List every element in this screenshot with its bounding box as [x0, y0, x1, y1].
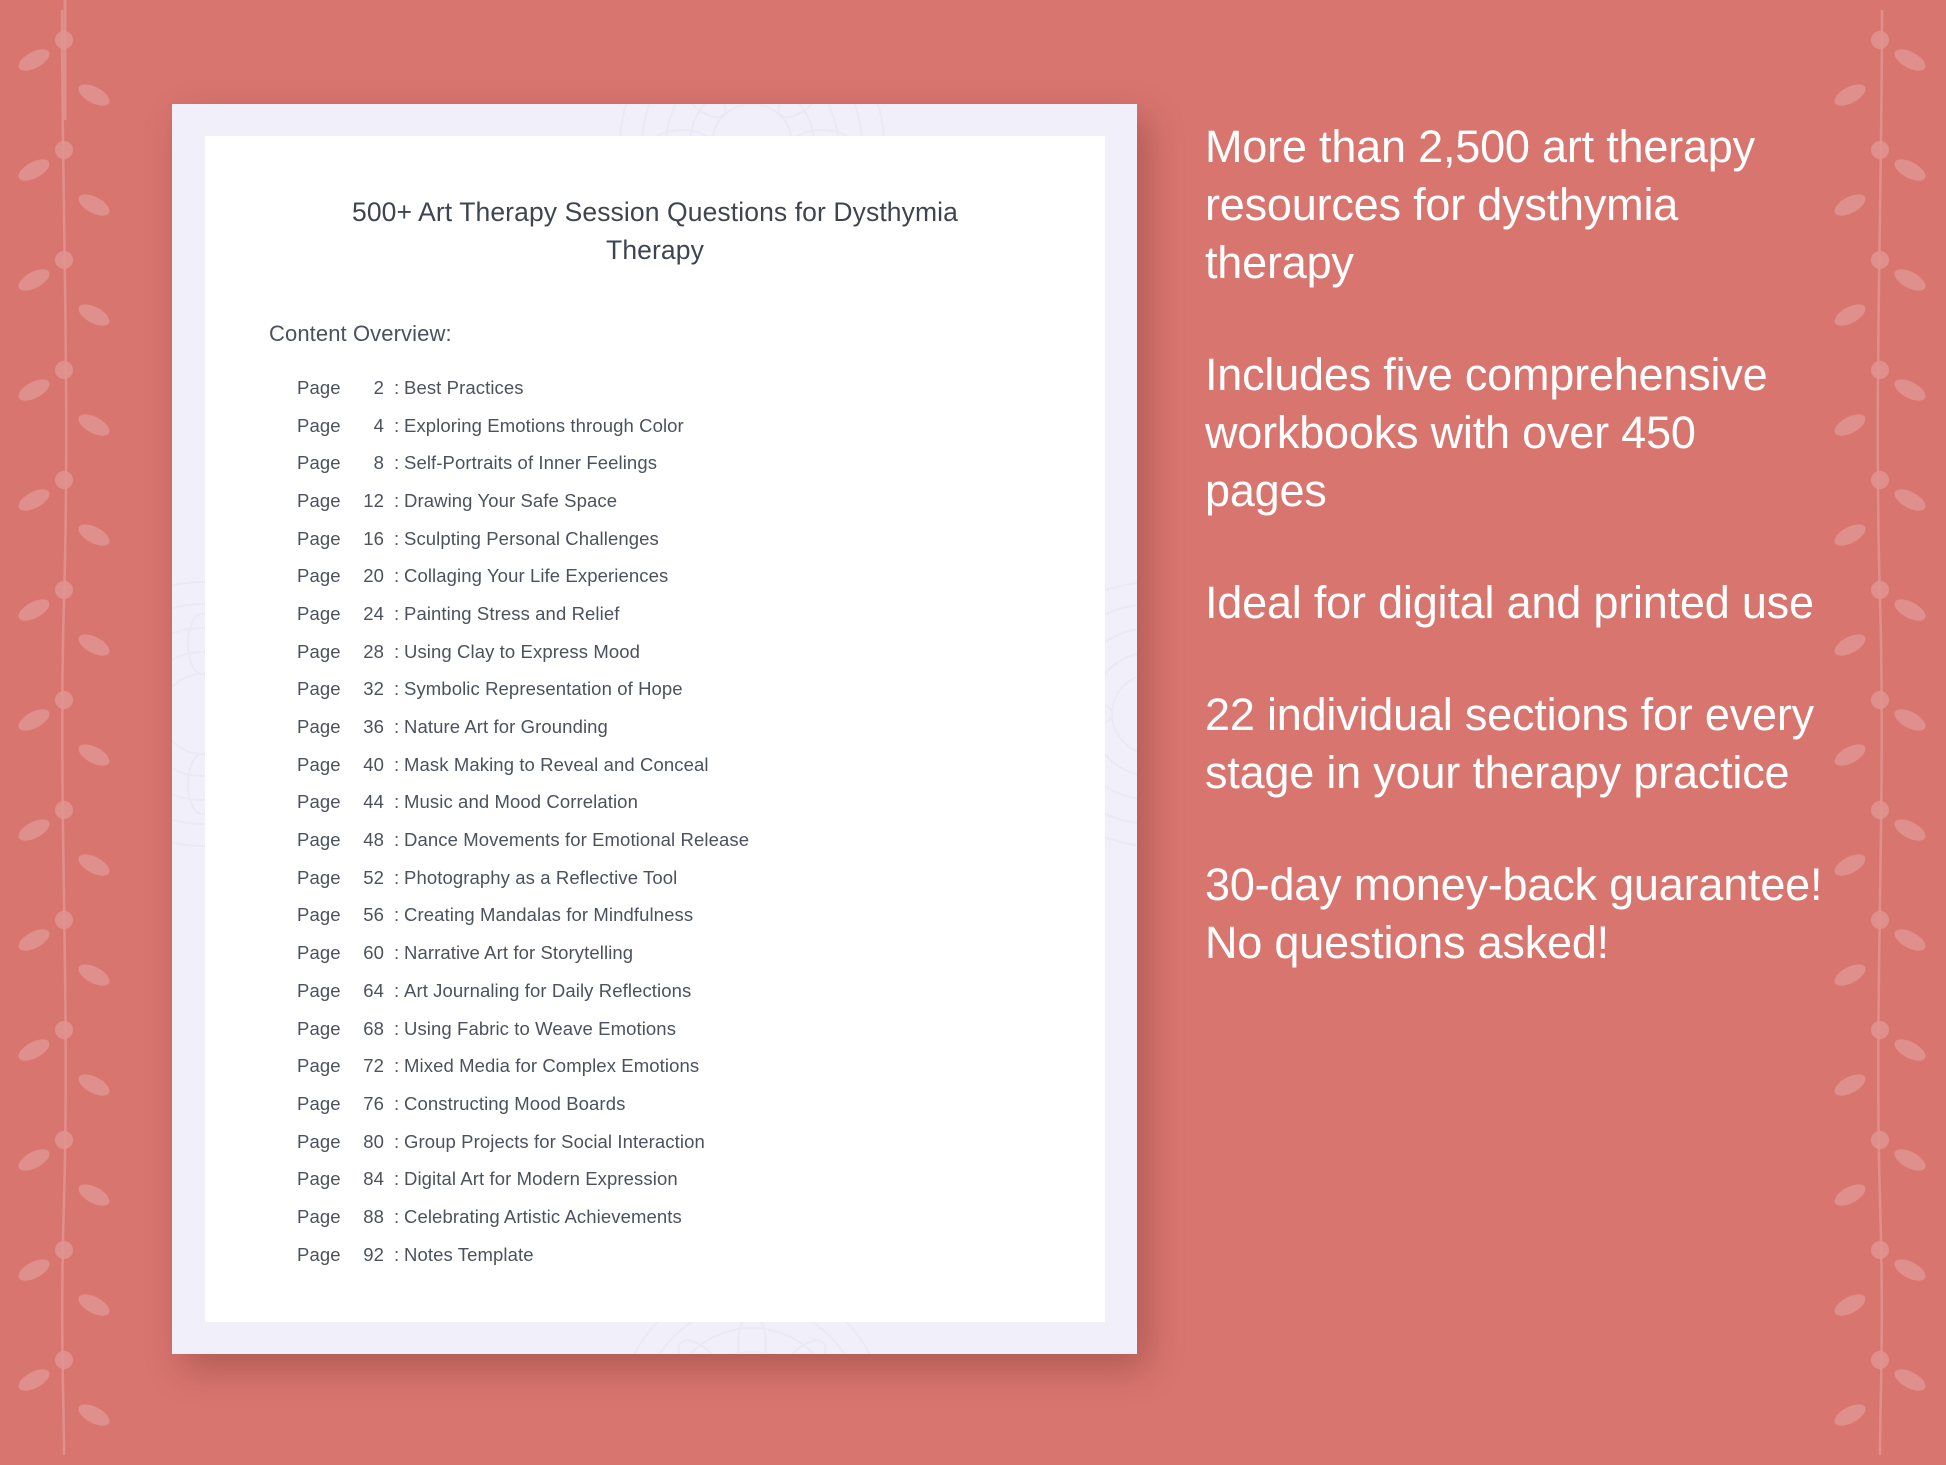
marketing-point: Includes five comprehensive workbooks with over 450 pages	[1205, 349, 1768, 517]
toc-page-number: 76	[363, 1092, 384, 1114]
toc-page-number: 40	[363, 753, 384, 775]
toc-entry-title: Using Clay to Express Mood	[404, 640, 640, 662]
toc-colon: :	[394, 414, 400, 436]
toc-colon: :	[394, 1168, 400, 1190]
toc-entry-title: Group Projects for Social Interaction	[404, 1130, 705, 1152]
toc-colon: :	[394, 1130, 400, 1152]
marketing-points	[1205, 118, 1825, 973]
toc-entry[interactable]	[297, 671, 1105, 709]
toc-colon: :	[394, 904, 400, 926]
toc-colon: :	[394, 1243, 400, 1265]
toc-entry-title: Exploring Emotions through Color	[404, 414, 684, 436]
toc-entry[interactable]	[297, 897, 1105, 935]
toc-page-number: 52	[363, 866, 384, 888]
toc-page-word: Page	[297, 527, 341, 549]
marketing-point: 22 individual sections for every stage in your therapy practice	[1205, 689, 1814, 799]
toc-entry[interactable]	[297, 1123, 1105, 1161]
toc-colon: :	[394, 716, 400, 738]
toc-entry[interactable]	[297, 784, 1105, 822]
toc-page-word: Page	[297, 1243, 341, 1265]
toc-entry-title: Celebrating Artistic Achievements	[404, 1205, 682, 1227]
toc-entry-title: Notes Template	[404, 1243, 534, 1265]
toc-entry[interactable]	[297, 1010, 1105, 1048]
toc-page-word: Page	[297, 1168, 341, 1190]
toc-entry[interactable]	[297, 1048, 1105, 1086]
toc-page-word: Page	[297, 753, 341, 775]
toc-entry[interactable]	[297, 520, 1105, 558]
toc-entry-title: Best Practices	[404, 376, 524, 398]
toc-page-word: Page	[297, 866, 341, 888]
toc-colon: :	[394, 452, 400, 474]
toc-page-number: 24	[363, 602, 384, 624]
toc-page-number: 44	[363, 791, 384, 813]
toc-page-number: 84	[363, 1168, 384, 1190]
toc-entry[interactable]	[297, 595, 1105, 633]
toc-page-number: 4	[373, 414, 384, 436]
toc-colon: :	[394, 640, 400, 662]
toc-entry[interactable]	[297, 822, 1105, 860]
toc-entry-title: Collaging Your Life Experiences	[404, 565, 669, 587]
toc-page-word: Page	[297, 904, 341, 926]
toc-page-number: 92	[363, 1243, 384, 1265]
toc-page-number: 20	[363, 565, 384, 587]
toc-entry[interactable]	[297, 972, 1105, 1010]
toc-entry-title: Art Journaling for Daily Reflections	[404, 979, 692, 1001]
toc-page-word: Page	[297, 452, 341, 474]
toc-colon: :	[394, 866, 400, 888]
toc-page-word: Page	[297, 489, 341, 511]
toc-colon: :	[394, 1205, 400, 1227]
toc-colon: :	[394, 565, 400, 587]
toc-colon: :	[394, 602, 400, 624]
toc-page-word: Page	[297, 716, 341, 738]
toc-page-number: 2	[373, 376, 384, 398]
toc-entry[interactable]	[297, 1198, 1105, 1236]
toc-page-number: 80	[363, 1130, 384, 1152]
toc-entry-title: Mixed Media for Complex Emotions	[404, 1055, 700, 1077]
toc-page-number: 8	[373, 452, 384, 474]
toc-page-word: Page	[297, 942, 341, 964]
toc-page-number: 60	[363, 942, 384, 964]
toc-entry[interactable]	[297, 482, 1105, 520]
toc-entry[interactable]	[297, 369, 1105, 407]
toc-page-number: 36	[363, 716, 384, 738]
toc-page-number: 64	[363, 979, 384, 1001]
table-of-contents	[205, 347, 1105, 1274]
toc-page-word: Page	[297, 791, 341, 813]
toc-colon: :	[394, 791, 400, 813]
toc-entry-title: Self-Portraits of Inner Feelings	[404, 452, 658, 474]
toc-entry-title: Dance Movements for Emotional Release	[404, 829, 750, 851]
toc-entry-title: Music and Mood Correlation	[404, 791, 638, 813]
document-page-preview	[172, 104, 1137, 1354]
toc-page-word: Page	[297, 1092, 341, 1114]
toc-page-word: Page	[297, 979, 341, 1001]
toc-colon: :	[394, 1017, 400, 1039]
toc-entry[interactable]	[297, 407, 1105, 445]
toc-colon: :	[394, 753, 400, 775]
floral-border-left	[0, 0, 130, 1460]
document-sheet	[205, 136, 1105, 1322]
toc-entry[interactable]	[297, 633, 1105, 671]
toc-page-number: 88	[363, 1205, 384, 1227]
toc-colon: :	[394, 376, 400, 398]
toc-entry-title: Nature Art for Grounding	[404, 716, 608, 738]
toc-page-number: 32	[363, 678, 384, 700]
toc-entry-title: Symbolic Representation of Hope	[404, 678, 683, 700]
toc-entry[interactable]	[297, 708, 1105, 746]
marketing-point: More than 2,500 art therapy resources for dysthymia therapy	[1205, 121, 1755, 289]
toc-entry-title: Drawing Your Safe Space	[404, 489, 618, 511]
toc-page-word: Page	[297, 565, 341, 587]
toc-entry-title: Creating Mandalas for Mindfulness	[404, 904, 694, 926]
toc-entry[interactable]	[297, 1085, 1105, 1123]
toc-entry-title: Mask Making to Reveal and Conceal	[404, 753, 709, 775]
toc-colon: :	[394, 979, 400, 1001]
toc-page-word: Page	[297, 678, 341, 700]
toc-page-word: Page	[297, 1055, 341, 1077]
document-title: 500+ Art Therapy Session Questions for Dysthymia Therapy	[351, 197, 958, 265]
toc-colon: :	[394, 1092, 400, 1114]
toc-page-number: 72	[363, 1055, 384, 1077]
toc-page-word: Page	[297, 376, 341, 398]
toc-entry-title: Narrative Art for Storytelling	[404, 942, 634, 964]
toc-page-number: 28	[363, 640, 384, 662]
toc-entry-title: Photography as a Reflective Tool	[404, 866, 678, 888]
toc-colon: :	[394, 527, 400, 549]
toc-entry-title: Constructing Mood Boards	[404, 1092, 626, 1114]
floral-border-right	[1816, 0, 1946, 1460]
toc-colon: :	[394, 829, 400, 851]
content-overview-label: Content Overview:	[269, 321, 452, 347]
toc-colon: :	[394, 942, 400, 964]
marketing-point: 30-day money-back guarantee! No questions asked!	[1205, 859, 1823, 969]
toc-page-number: 48	[363, 829, 384, 851]
toc-page-number: 68	[363, 1017, 384, 1039]
toc-entry-title: Sculpting Personal Challenges	[404, 527, 659, 549]
toc-entry[interactable]	[297, 1161, 1105, 1199]
toc-entry-title: Using Fabric to Weave Emotions	[404, 1017, 677, 1039]
toc-page-word: Page	[297, 640, 341, 662]
toc-entry[interactable]	[297, 445, 1105, 483]
toc-page-number: 16	[363, 527, 384, 549]
toc-entry-title: Digital Art for Modern Expression	[404, 1168, 678, 1190]
toc-page-number: 12	[363, 489, 384, 511]
toc-page-number: 56	[363, 904, 384, 926]
toc-page-word: Page	[297, 414, 341, 436]
toc-page-word: Page	[297, 829, 341, 851]
toc-entry[interactable]	[297, 746, 1105, 784]
toc-entry[interactable]	[297, 935, 1105, 973]
toc-page-word: Page	[297, 1017, 341, 1039]
toc-page-word: Page	[297, 1205, 341, 1227]
toc-colon: :	[394, 489, 400, 511]
marketing-point: Ideal for digital and printed use	[1205, 577, 1814, 629]
toc-colon: :	[394, 1055, 400, 1077]
toc-colon: :	[394, 678, 400, 700]
toc-entry-title: Painting Stress and Relief	[404, 602, 620, 624]
toc-entry[interactable]	[297, 859, 1105, 897]
toc-entry[interactable]	[297, 1236, 1105, 1274]
toc-page-word: Page	[297, 1130, 341, 1152]
toc-page-word: Page	[297, 602, 341, 624]
toc-entry[interactable]	[297, 558, 1105, 596]
